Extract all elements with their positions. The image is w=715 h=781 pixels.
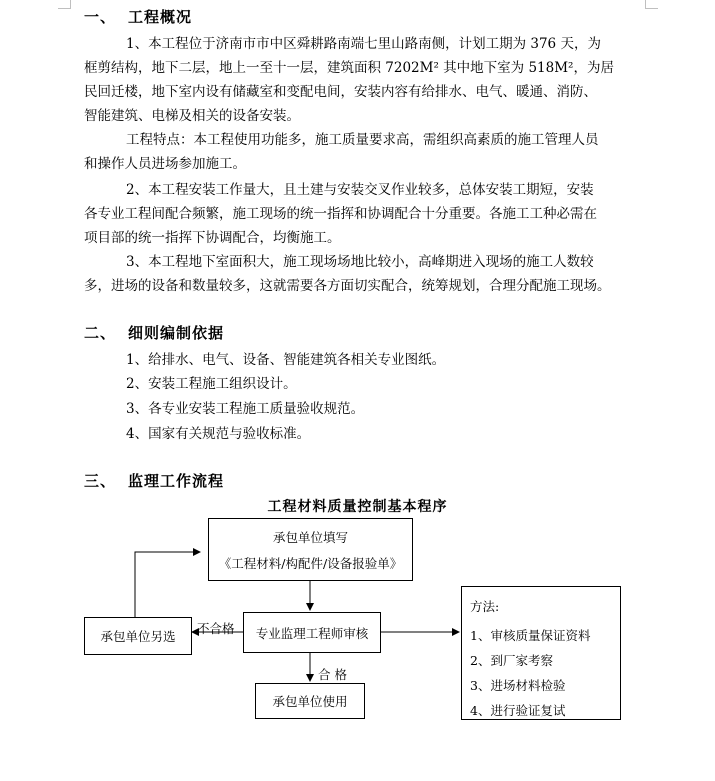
- section-number: 二、: [84, 324, 117, 342]
- list-item: 4、国家有关规范与验收标准。: [126, 426, 311, 442]
- methods-title: 方法:: [470, 599, 500, 614]
- flowchart-title: 工程材料质量控制基本程序: [267, 499, 448, 515]
- paragraph-line: 民回迁楼，地下室内设有储藏室和变配电间，安装内容有给排水、电气、暖通、消防、: [84, 84, 597, 100]
- list-item: 2、安装工程施工组织设计。: [126, 376, 297, 392]
- fill-form-line2: 《工程材料/构配件/设备报验单》: [218, 555, 403, 571]
- method-item: 3、进场材料检验: [470, 678, 566, 693]
- fail-label: 不合格: [197, 621, 235, 636]
- method-item: 2、到厂家考察: [470, 653, 553, 668]
- pass-label: 合 格: [318, 667, 347, 682]
- paragraph-line: 框剪结构，地下二层，地上一至十一层，建筑面积 7202M² 其中地下室为 518M²，为居: [84, 60, 614, 76]
- methods-box: [461, 586, 621, 720]
- section-title: 监理工作流程: [128, 472, 225, 490]
- fill-form-box: [208, 518, 413, 581]
- section-number: 三、: [84, 472, 117, 490]
- section-number: 一、: [84, 8, 117, 26]
- paragraph-line: 各专业工程间配合频繁，施工现场的统一指挥和协调配合十分重要。各施工工种必需在: [84, 206, 597, 222]
- section-title: 工程概况: [128, 8, 193, 26]
- paragraph-line: 2、本工程安装工作量大，且土建与安装交叉作业较多，总体安装工期短，安装: [126, 182, 594, 198]
- list-item: 1、给排水、电气、设备、智能建筑各相关专业图纸。: [126, 352, 446, 368]
- paragraph-line: 多，进场的设备和数量较多，这就需要各方面切实配合，统筹规划，合理分配施工现场。: [84, 278, 611, 294]
- fill-form-line1: 承包单位填写: [272, 529, 348, 545]
- paragraph-line: 工程特点：本工程使用功能多，施工质量要求高，需组织高素质的施工管理人员: [126, 132, 599, 148]
- reselect-box: 承包单位另选: [84, 617, 192, 655]
- method-item: 1、审核质量保证资料: [470, 628, 591, 643]
- paragraph-line: 和操作人员进场参加施工。: [84, 156, 246, 172]
- section-title: 细则编制依据: [128, 324, 225, 342]
- paragraph-line: 3、本工程地下室面积大，施工现场场地比较小，高峰期进入现场的施工人数较: [126, 254, 594, 270]
- contractor-use-box: 承包单位使用: [255, 683, 365, 719]
- list-item: 3、各专业安装工程施工质量验收规范。: [126, 401, 365, 417]
- paragraph-line: 1、本工程位于济南市市中区舜耕路南端七里山路南侧，计划工期为 376 天，为: [126, 36, 601, 52]
- engineer-review-box: 专业监理工程师审核: [243, 612, 381, 653]
- method-item: 4、进行验证复试: [470, 703, 566, 718]
- paragraph-line: 智能建筑、电梯及相关的设备安装。: [84, 108, 300, 124]
- paragraph-line: 项目部的统一指挥下协调配合，均衡施工。: [84, 230, 341, 246]
